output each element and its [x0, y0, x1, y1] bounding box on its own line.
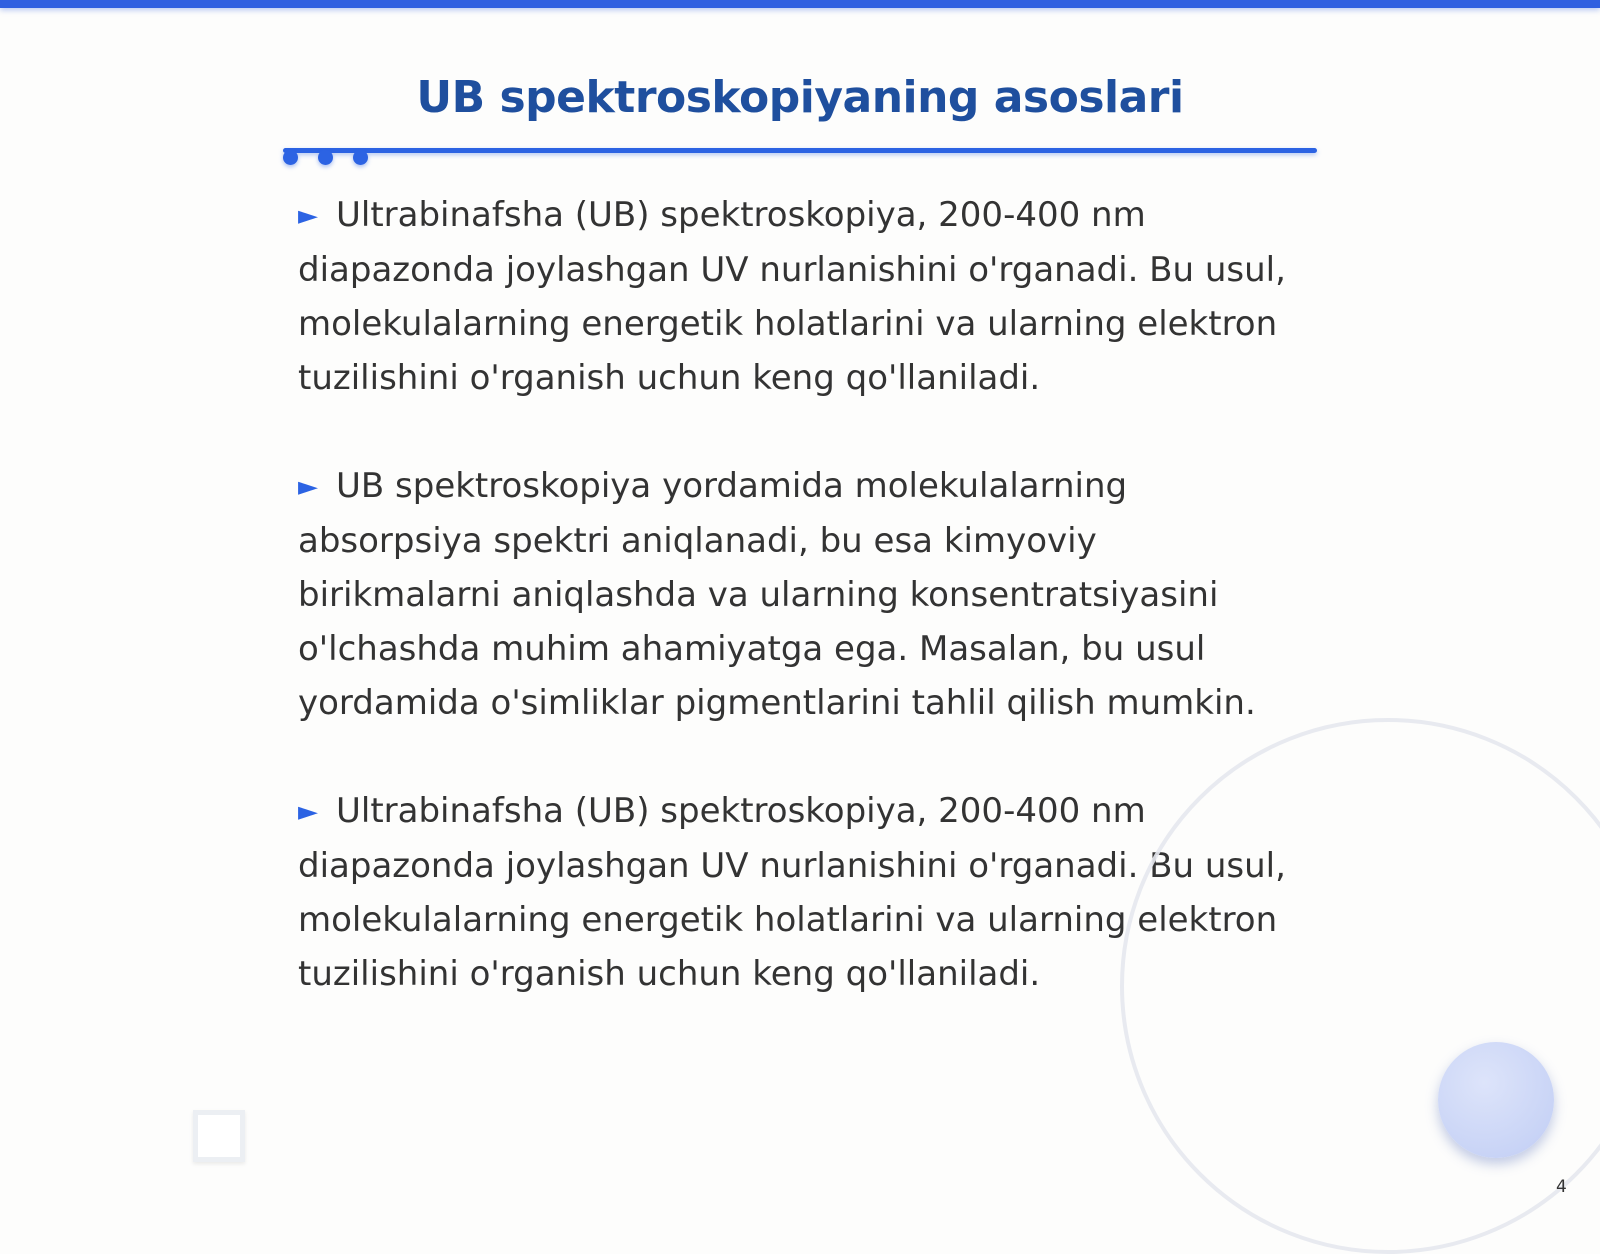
decorative-dot	[283, 150, 298, 165]
decorative-dot	[353, 150, 368, 165]
bullet-paragraph-1	[298, 188, 1308, 405]
bullet-arrow-icon: ►	[298, 472, 318, 502]
slide-title: UB spektroskopiyaning asoslari	[416, 72, 1184, 123]
page-number: 4	[1556, 1177, 1567, 1197]
title-underline	[283, 148, 1317, 153]
decorative-square	[193, 1110, 245, 1162]
decorative-disc	[1438, 1042, 1554, 1158]
decorative-dot	[318, 150, 333, 165]
top-accent-bar	[0, 0, 1600, 8]
paragraph-text: UB spektroskopiya yordamida molekulalarning absorpsiya spektri aniqlanadi, bu esa kimyoviy birikmalarni aniqlashda va ularning konsentratsiyasini o'lchashda muhim ahamiyatga ega. Masalan, bu usul yordamida o'simliklar pigmentlarini tahlil qilish mumkin.	[298, 466, 1256, 723]
bullet-arrow-icon: ►	[298, 797, 318, 827]
paragraph-text: Ultrabinafsha (UB) spektroskopiya, 200-400 nm diapazonda joylashgan UV nurlanishini o'rganadi. Bu usul, molekulalarning energetik holatlarini va ularning elektron tuzilishini o'rganish uchun keng qo'llaniladi.	[298, 791, 1286, 994]
bullet-arrow-icon: ►	[298, 201, 318, 231]
paragraph-text: Ultrabinafsha (UB) spektroskopiya, 200-400 nm diapazonda joylashgan UV nurlanishini o'rganadi. Bu usul, molekulalarning energetik holatlarini va ularning elektron tuzilishini o'rganish uchun keng qo'llaniladi.	[298, 195, 1286, 398]
bullet-paragraph-2	[298, 459, 1308, 730]
